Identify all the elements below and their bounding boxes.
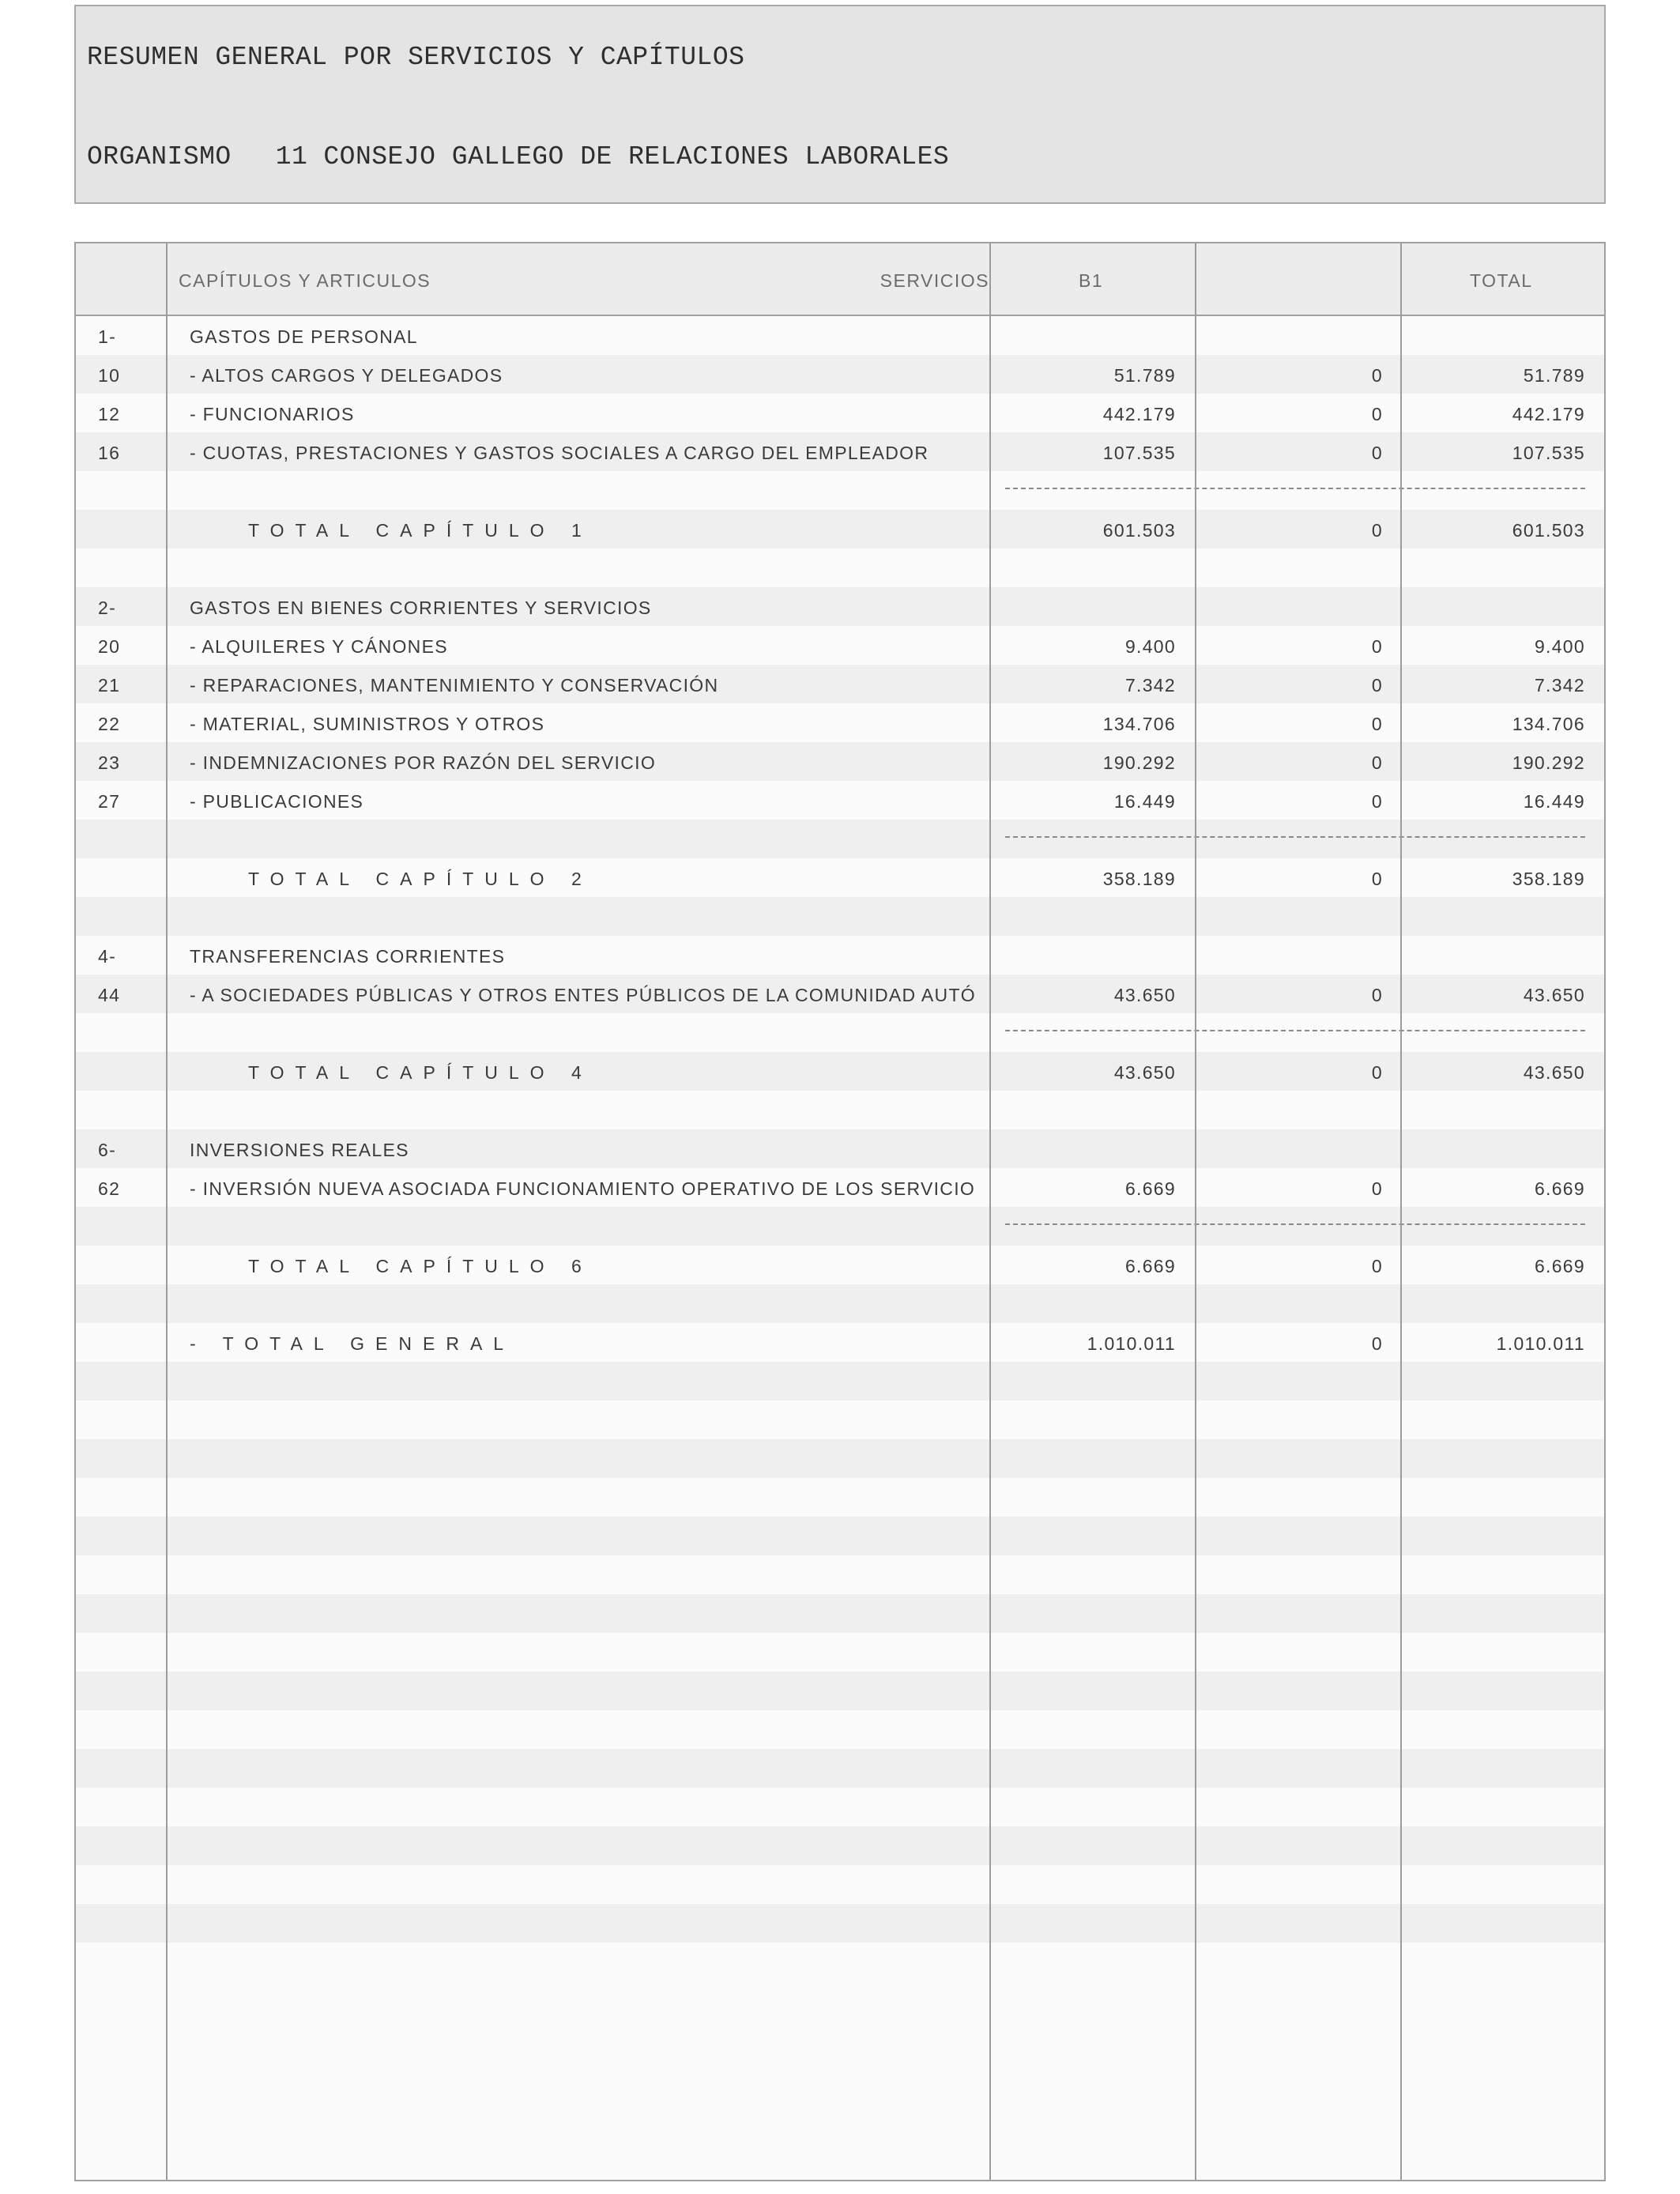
chapter-title: INVERSIONES REALES bbox=[190, 1140, 409, 1160]
extra-column-value: 0 bbox=[1371, 1333, 1383, 1354]
empty-row bbox=[76, 1710, 1604, 1749]
table-row bbox=[76, 1207, 1604, 1246]
table-row bbox=[76, 665, 1604, 703]
article-description: - ALQUILERES Y CÁNONES bbox=[190, 636, 448, 657]
table-row bbox=[76, 626, 1604, 665]
total-value: 107.535 bbox=[1512, 443, 1585, 463]
col-header-b1: B1 bbox=[1079, 270, 1104, 291]
b1-value: 43.650 bbox=[1113, 1062, 1176, 1083]
row-code: 4- bbox=[98, 946, 117, 967]
table-row bbox=[76, 394, 1604, 432]
table-row bbox=[76, 432, 1604, 471]
chapter-title: GASTOS EN BIENES CORRIENTES Y SERVICIOS bbox=[190, 598, 652, 618]
chapter-title: GASTOS DE PERSONAL bbox=[190, 326, 418, 347]
table-row bbox=[76, 1168, 1604, 1207]
empty-row bbox=[76, 1362, 1604, 1400]
table-row bbox=[76, 858, 1604, 897]
b1-value: 6.669 bbox=[1124, 1256, 1176, 1276]
table-row bbox=[76, 742, 1604, 781]
row-code: 62 bbox=[98, 1178, 121, 1199]
row-code: 27 bbox=[98, 791, 121, 812]
table-row bbox=[76, 1129, 1604, 1168]
empty-row bbox=[76, 1904, 1604, 1943]
b1-value: 1.010.011 bbox=[1087, 1333, 1176, 1354]
column-divider bbox=[166, 243, 168, 2180]
b1-value: 6.669 bbox=[1124, 1178, 1176, 1199]
empty-row bbox=[76, 1439, 1604, 1478]
extra-column-value: 0 bbox=[1371, 791, 1383, 812]
total-value: 43.650 bbox=[1523, 985, 1585, 1005]
extra-column-value: 0 bbox=[1371, 1256, 1383, 1276]
extra-column-value: 0 bbox=[1371, 985, 1383, 1005]
table-row bbox=[76, 1284, 1604, 1323]
article-description: - CUOTAS, PRESTACIONES Y GASTOS SOCIALES A CARGO DEL EMPLEADOR bbox=[190, 443, 929, 463]
table-row bbox=[76, 355, 1604, 394]
report-title: RESUMEN GENERAL POR SERVICIOS Y CAPÍTULOS bbox=[87, 43, 745, 72]
table-row bbox=[76, 897, 1604, 936]
column-divider bbox=[1195, 243, 1196, 2180]
empty-row bbox=[76, 1826, 1604, 1865]
total-value: 1.010.011 bbox=[1496, 1333, 1585, 1354]
total-value: 6.669 bbox=[1534, 1178, 1585, 1199]
article-description: - INVERSIÓN NUEVA ASOCIADA FUNCIONAMIENTO OPERATIVO DE LOS SERVICIO bbox=[190, 1178, 976, 1199]
table-row bbox=[76, 1052, 1604, 1091]
total-value: 190.292 bbox=[1512, 752, 1585, 773]
row-code: 44 bbox=[98, 985, 121, 1005]
extra-column-value: 0 bbox=[1371, 1062, 1383, 1083]
organismo-number: 11 bbox=[275, 142, 308, 172]
column-divider bbox=[989, 243, 991, 2180]
article-description: - MATERIAL, SUMINISTROS Y OTROS bbox=[190, 714, 545, 734]
row-code: 16 bbox=[98, 443, 121, 463]
table-row bbox=[76, 471, 1604, 510]
general-total-label: - TOTAL GENERAL bbox=[190, 1333, 515, 1354]
empty-row bbox=[76, 1400, 1604, 1439]
empty-row bbox=[76, 1672, 1604, 1710]
total-value: 9.400 bbox=[1534, 636, 1585, 657]
row-code: 21 bbox=[98, 675, 121, 696]
row-code: 12 bbox=[98, 404, 121, 424]
table-row bbox=[76, 316, 1604, 355]
empty-row bbox=[76, 1865, 1604, 1904]
extra-column-value: 0 bbox=[1371, 636, 1383, 657]
b1-value: 442.179 bbox=[1102, 404, 1176, 424]
table-row bbox=[76, 936, 1604, 974]
article-description: - REPARACIONES, MANTENIMIENTO Y CONSERVACIÓN bbox=[190, 675, 719, 696]
subtotal-dashed-separator bbox=[1005, 836, 1585, 838]
total-value: 358.189 bbox=[1512, 869, 1585, 889]
b1-value: 358.189 bbox=[1102, 869, 1176, 889]
table-row bbox=[76, 974, 1604, 1013]
extra-column-value: 0 bbox=[1371, 752, 1383, 773]
article-description: - FUNCIONARIOS bbox=[190, 404, 355, 424]
table-row bbox=[76, 510, 1604, 548]
table-header bbox=[76, 243, 1604, 316]
chapter-total-label: TOTAL CAPÍTULO 1 bbox=[248, 520, 593, 541]
extra-column-value: 0 bbox=[1371, 869, 1383, 889]
article-description: - PUBLICACIONES bbox=[190, 791, 364, 812]
table-row bbox=[76, 1323, 1604, 1362]
article-description: - ALTOS CARGOS Y DELEGADOS bbox=[190, 365, 503, 386]
extra-column-value: 0 bbox=[1371, 365, 1383, 386]
total-value: 6.669 bbox=[1534, 1256, 1585, 1276]
empty-row bbox=[76, 1788, 1604, 1826]
col-header-capitulos: CAPÍTULOS Y ARTICULOS bbox=[179, 270, 431, 291]
chapter-total-label: TOTAL CAPÍTULO 2 bbox=[248, 869, 593, 889]
empty-row bbox=[76, 1478, 1604, 1517]
table-row bbox=[76, 781, 1604, 820]
organismo-label: ORGANISMO bbox=[87, 142, 232, 172]
empty-row bbox=[76, 1517, 1604, 1555]
b1-value: 16.449 bbox=[1113, 791, 1176, 812]
table-row bbox=[76, 1246, 1604, 1284]
row-code: 2- bbox=[98, 598, 117, 618]
organismo-line bbox=[87, 142, 949, 172]
b1-value: 601.503 bbox=[1102, 520, 1176, 541]
table-row bbox=[76, 1091, 1604, 1129]
extra-column-value: 0 bbox=[1371, 443, 1383, 463]
chapter-total-label: TOTAL CAPÍTULO 6 bbox=[248, 1256, 593, 1276]
empty-row bbox=[76, 1555, 1604, 1594]
subtotal-dashed-separator bbox=[1005, 1223, 1585, 1225]
article-description: - A SOCIEDADES PÚBLICAS Y OTROS ENTES PÚBLICOS DE LA COMUNIDAD AUTÓ bbox=[190, 985, 976, 1005]
total-value: 7.342 bbox=[1534, 675, 1585, 696]
table-row bbox=[76, 1013, 1604, 1052]
b1-value: 9.400 bbox=[1124, 636, 1176, 657]
table-body bbox=[76, 316, 1604, 1981]
total-value: 442.179 bbox=[1512, 404, 1585, 424]
b1-value: 51.789 bbox=[1113, 365, 1176, 386]
col-header-servicios: SERVICIOS bbox=[880, 270, 989, 291]
row-code: 1- bbox=[98, 326, 117, 347]
table-row bbox=[76, 587, 1604, 626]
row-code: 22 bbox=[98, 714, 121, 734]
article-description: - INDEMNIZACIONES POR RAZÓN DEL SERVICIO bbox=[190, 752, 657, 773]
extra-column-value: 0 bbox=[1371, 520, 1383, 541]
table-row bbox=[76, 548, 1604, 587]
b1-value: 107.535 bbox=[1102, 443, 1176, 463]
b1-value: 43.650 bbox=[1113, 985, 1176, 1005]
total-value: 16.449 bbox=[1523, 791, 1585, 812]
table-row bbox=[76, 703, 1604, 742]
total-value: 601.503 bbox=[1512, 520, 1585, 541]
b1-value: 190.292 bbox=[1102, 752, 1176, 773]
row-code: 23 bbox=[98, 752, 121, 773]
total-value: 43.650 bbox=[1523, 1062, 1585, 1083]
column-divider bbox=[1400, 243, 1402, 2180]
row-code: 6- bbox=[98, 1140, 117, 1160]
b1-value: 7.342 bbox=[1124, 675, 1176, 696]
chapter-total-label: TOTAL CAPÍTULO 4 bbox=[248, 1062, 593, 1083]
chapter-title: TRANSFERENCIAS CORRIENTES bbox=[190, 946, 506, 967]
budget-table bbox=[74, 242, 1606, 2181]
empty-row bbox=[76, 1749, 1604, 1788]
extra-column-value: 0 bbox=[1371, 1178, 1383, 1199]
extra-column-value: 0 bbox=[1371, 675, 1383, 696]
organismo-name: CONSEJO GALLEGO DE RELACIONES LABORALES bbox=[323, 142, 950, 172]
report-header bbox=[74, 5, 1606, 204]
extra-column-value: 0 bbox=[1371, 714, 1383, 734]
row-code: 20 bbox=[98, 636, 121, 657]
empty-row bbox=[76, 1943, 1604, 1981]
total-value: 51.789 bbox=[1523, 365, 1585, 386]
table-row bbox=[76, 820, 1604, 858]
subtotal-dashed-separator bbox=[1005, 488, 1585, 489]
row-code: 10 bbox=[98, 365, 121, 386]
b1-value: 134.706 bbox=[1102, 714, 1176, 734]
empty-row bbox=[76, 1633, 1604, 1672]
total-value: 134.706 bbox=[1512, 714, 1585, 734]
subtotal-dashed-separator bbox=[1005, 1030, 1585, 1031]
extra-column-value: 0 bbox=[1371, 404, 1383, 424]
col-header-total: TOTAL bbox=[1470, 270, 1533, 291]
empty-row bbox=[76, 1594, 1604, 1633]
